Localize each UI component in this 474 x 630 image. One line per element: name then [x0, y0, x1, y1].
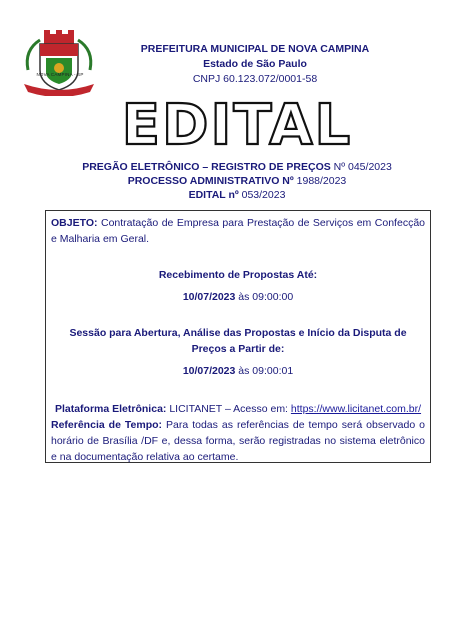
processo-line: PROCESSO ADMINISTRATIVO Nº 1988/2023	[127, 175, 347, 187]
organization-name: PREFEITURA MUNICIPAL DE NOVA CAMPINA	[140, 43, 370, 55]
municipal-crest	[20, 30, 98, 96]
pregao-line: PREGÃO ELETRÔNICO – REGISTRO DE PREÇOS Nº 045/2023	[82, 161, 392, 173]
edital-title-text: EDITAL	[122, 94, 352, 154]
licitanet-link[interactable]: https://www.licitanet.com.br/	[290, 403, 422, 415]
crest-ribbon-text: NOVA CAMPINA - SP	[36, 72, 84, 77]
edital-title	[0, 94, 474, 154]
document-header	[100, 42, 410, 87]
process-references	[0, 160, 474, 202]
recebimento-datetime: 10/07/2023 às 09:00:00	[182, 291, 294, 303]
cnpj-number: CNPJ 60.123.072/0001-58	[192, 73, 318, 85]
sessao-label: Sessão para Abertura, Análise das Propostas e Início da Disputa de Preços a Partir de:	[69, 327, 407, 355]
objeto-paragraph: OBJETO: Contratação de Empresa para Prestação de Serviços em Confecção e Malharia em Geral.	[51, 217, 425, 245]
sessao-datetime: 10/07/2023 às 09:00:01	[182, 365, 294, 377]
plataforma-line: Plataforma Eletrônica: LICITANET – Acesso em: https://www.licitanet.com.br/	[54, 403, 422, 415]
state-name: Estado de São Paulo	[203, 58, 307, 70]
edital-number-line: EDITAL nº 053/2023	[188, 189, 286, 201]
referencia-paragraph: Referência de Tempo: Para todas as referências de tempo será observado o horário de Brasília /DF e, dessa forma, serão registradas no sistema eletrônico e na documentação relativa ao certame.	[51, 419, 426, 463]
info-box	[45, 210, 431, 463]
recebimento-label: Recebimento de Propostas Até:	[158, 269, 318, 281]
